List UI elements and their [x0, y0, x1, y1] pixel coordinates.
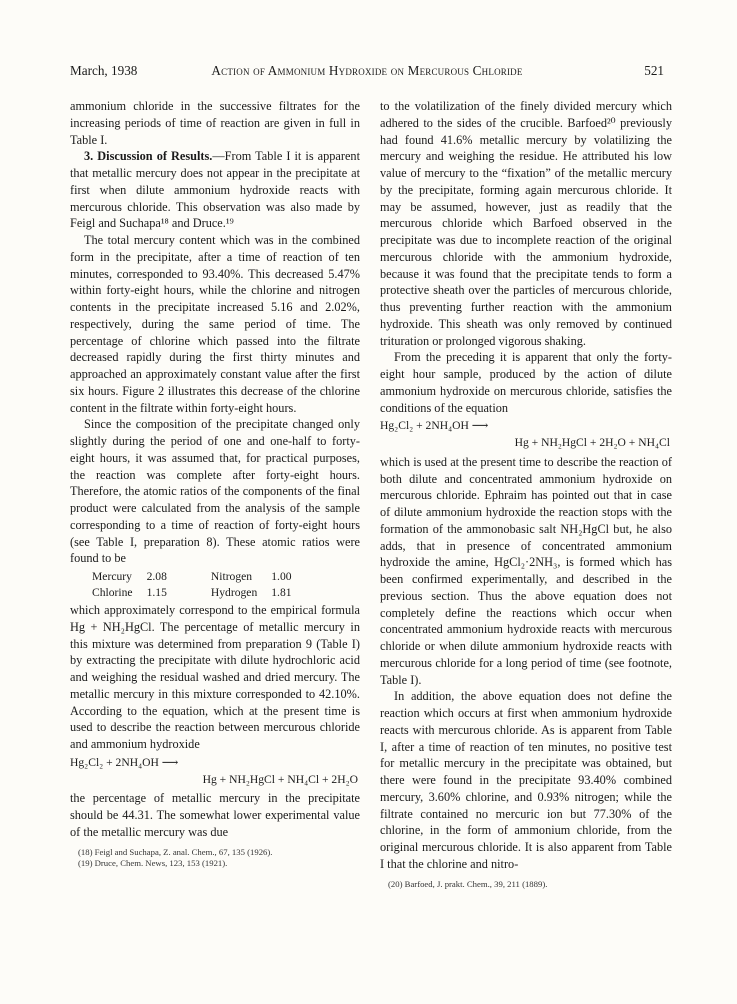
element-name: Hydrogen [210, 585, 258, 599]
element-name: Nitrogen [210, 570, 253, 583]
paragraph: the percentage of metallic mercury in the precipitate should be 44.31. The somewhat lower experimental value of the metallic mercury was due [70, 791, 360, 839]
paragraph: The total mercury content which was in the combined form in the precipitate, after a time of reaction of ten minutes, corresponded to 93.40%. This decreased 5.47% within forty-eight hours, while the chlorine and nitrogen contents in the precipitate increased 5.16 and 2.02%, respectively, during the same period of time. The percentage of chlorine which passed into the filtrate decreased rapidly during the first thirty minutes and approached an approximately constant value after the first six hours. Figure 2 illustrates this decrease of the chlorine content in the filtrate within forty-eight hours. [70, 233, 360, 415]
atomic-ratios-table [92, 569, 306, 600]
equation-line-1: Hg₂Cl₂ + 2NH₄OH ⟶ [380, 419, 489, 433]
element-name: Mercury [92, 570, 132, 583]
paragraph: which is used at the present time to describe the reaction of both dilute and concentrated ammonium hydroxide on mercurous chloride. Ephraim has pointed out that in case of dilute ammonium hydroxide the reaction stops with the formation of the ammonobasic salt NH₂HgCl but, he also adds, that in presence of concentrated ammonium hydroxide the amine, HgCl₂·2NH₃, is formed which has been confirmed experimentally, and described in the previous section. Thus the above equation does not completely define the reactions which occur when concentrated ammonium hydroxide reacts with mercurous chloride or when dilute ammonium hydroxide reacts with mercurous chloride for a long period of time (see footnote, Table I). [380, 454, 672, 687]
ratio-value: 1.81 [271, 585, 292, 599]
table-row [92, 569, 306, 585]
paragraph: From the preceding it is apparent that only the forty-eight hour sample, produced by the action of dilute ammonium hydroxide on mercurous chloride, satisfies the conditions of the equation [380, 350, 672, 415]
left-column [70, 98, 360, 870]
equation-line-2: Hg + NH₂HgCl + 2H₂O + NH₄Cl [514, 436, 670, 449]
ratio-value: 1.00 [271, 570, 292, 583]
paragraph: which approximately correspond to the empirical formula Hg + NH₂HgCl. The percentage of metallic mercury in this mixture was determined from preparation 9 (Table I) by extracting the precipitate with dilute hydrochloric acid and weighing the residual washed and dried mercury. The metallic mercury in this mixture corresponded to 42.10%. According to the equation, which at the present time is used to describe the reaction between mercurous chloride and ammonium hydroxide [70, 603, 360, 751]
footnote: (20) Barfoed, J. prakt. Chem., 39, 211 (1889). [388, 878, 548, 889]
footnotes [380, 879, 672, 891]
paragraph: In addition, the above equation does not define the reaction which occurs at first when ammonium hydroxide reacts with mercurous chloride. As is apparent from Table I, after a time of reaction of ten minutes, no positive test for metallic mercury in the precipitate was obtained, but there were found in the precipitate 93.40% combined mercury, 3.60% chlorine, and 0.93% nitrogen; while the filtrate contained no mercuric ion but 77.30% of the chlorine, in the form of ammonium chloride, from the original mercurous chloride. It is also apparent from Table I that the chlorine and nitro- [380, 689, 672, 871]
ratio-value: 2.08 [146, 570, 167, 583]
footnote: (18) Feigl and Suchapa, Z. anal. Chem., 67, 135 (1926). [78, 846, 273, 857]
right-column [380, 98, 672, 890]
ratio-value: 1.15 [146, 585, 167, 599]
header-date: March, 1938 [70, 63, 138, 78]
paragraph: to the volatilization of the finely divided mercury which adhered to the sides of the crucible. Barfoed²⁰ previously had found 41.6% metallic mercury by volatilizing the mercury and weighing the residue. He attributed his low value of mercury to the “fixation” of the metallic mercury by the precipitate, forming again mercurous chloride. It may be assumed, however, just as readily that the mercurous chloride which Barfoed observed in the precipitate was due to incomplete reaction of the original mercurous chloride with the ammonium hydroxide, because it was found that the precipitate tends to form a protective sheath over the particles of mercurous chloride, thus preventing further reaction with the ammonium hydroxide. This sheath was only removed by continued trituration or prolonged vigorous shaking. [380, 99, 672, 348]
section-heading: 3. Discussion of Results. [84, 149, 213, 164]
paragraph: ammonium chloride in the successive filtrates for the increasing periods of time of reaction are given in full in Table I. [70, 99, 360, 147]
footnote: (19) Druce, Chem. News, 123, 153 (1921). [78, 858, 228, 868]
page-number: 521 [644, 63, 664, 78]
equation-line-1: Hg₂Cl₂ + 2NH₄OH ⟶ [70, 755, 179, 769]
equation-line-2: Hg + NH₂HgCl + NH₄Cl + 2H₂O [202, 772, 358, 786]
discussion-paragraph [70, 148, 360, 232]
table-row [92, 585, 306, 601]
element-name: Chlorine [92, 585, 133, 599]
footnotes [70, 847, 360, 870]
paragraph: Since the composition of the precipitate changed only slightly during the period of one and one-half to forty-eight hours, it was assumed that, for practical purposes, the reaction was complete after forty-eight hours. Therefore, the atomic ratios of the components of the final product were calculated from the analysis of the sample corresponding to a time of reaction of forty-eight hours (see Table I, preparation 8). These atomic ratios were found to be [70, 417, 360, 566]
running-title: Action of Ammonium Hydroxide on Mercurous Chloride [211, 63, 523, 78]
paragraph-text: —From Table I it is apparent that metallic mercury does not appear in the precipitate at first when dilute ammonium hydroxide reacts with mercurous chloride. This observation was also made by Feigl and Suchapa¹⁸ and Druce.¹⁹ [70, 149, 360, 231]
page-header [70, 63, 664, 83]
